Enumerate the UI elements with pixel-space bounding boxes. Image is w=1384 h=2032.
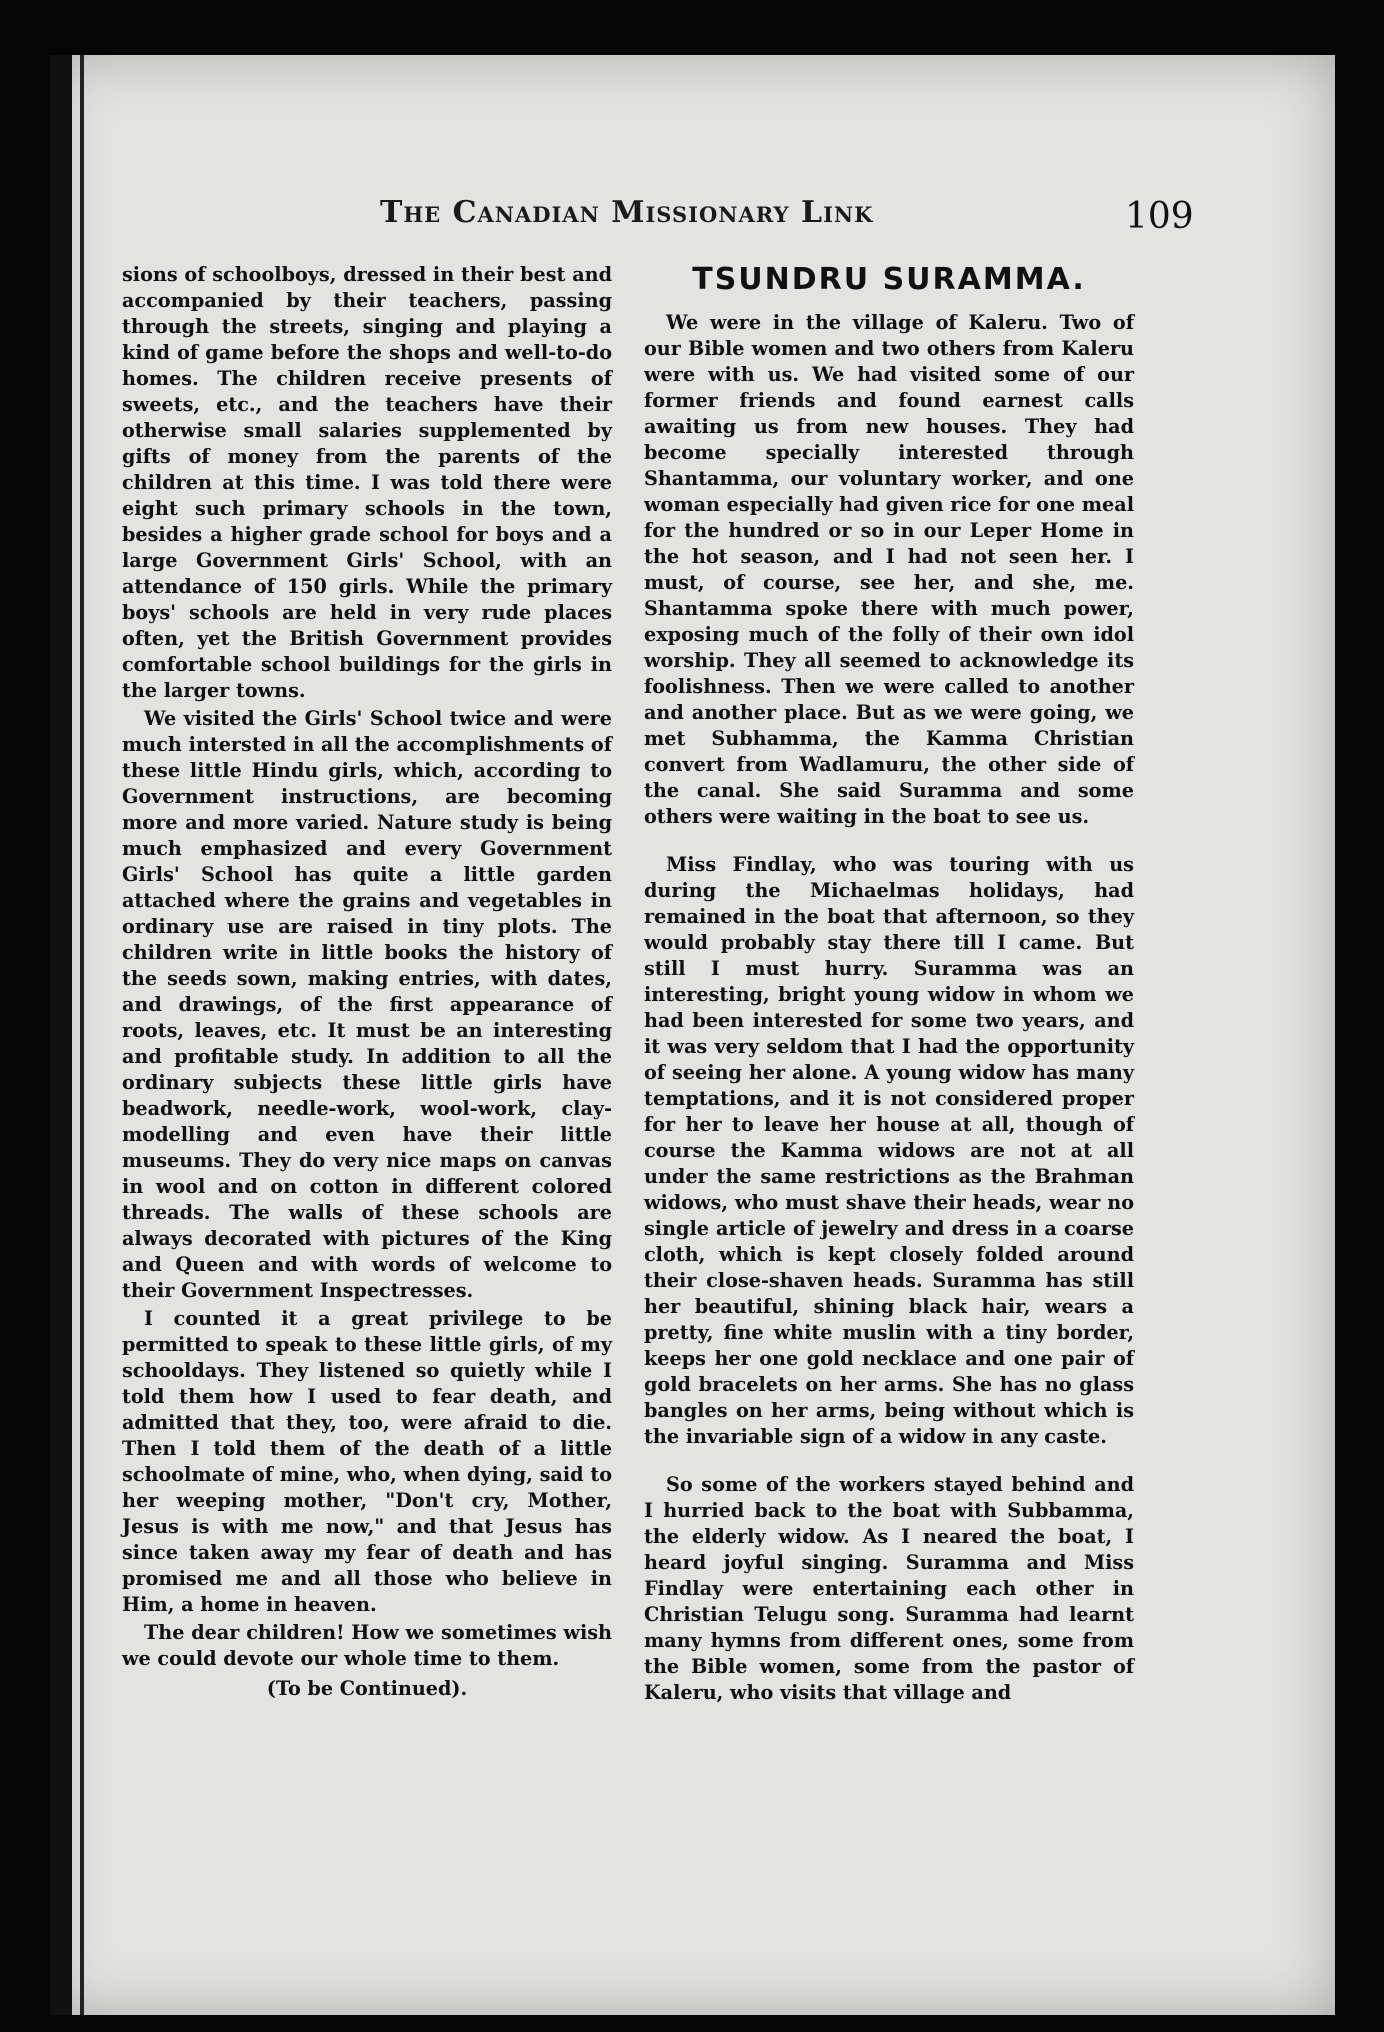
page-number: 109: [1125, 196, 1194, 237]
paragraph: We visited the Girls' School twice and were much intersted in all the accomplishments of these little Hindu girls, which, according to Government instructions, are becoming more and more varied. Nature study is being much emphasized and every Government Girls' School has quite a little garden attached where the grains and vegetables in ordinary use are raised in tiny plots. The children write in little books the history of the seeds sown, making entries, with dates, and drawings, of the first appearance of roots, leaves, etc. It must be an interesting and profitable study. In addition to all the ordinary subjects these little girls have beadwork, needle-work, wool-work, clay-modelling and even have their little museums. They do very nice maps on canvas in wool and on cotton in different colored threads. The walls of these schools are always decorated with pictures of the King and Queen and with words of welcome to their Government Inspectresses.: [122, 707, 612, 1302]
left-column: [122, 262, 612, 1704]
paragraph: So some of the workers stayed behind and I hurried back to the boat with Subbamma, the elderly widow. As I neared the boat, I heard joyful singing. Suramma and Miss Findlay were entertaining each other in Christian Telugu song. Suramma had learnt many hymns from different ones, some from the Bible women, some from the pastor of Kaleru, who visits that village and: [644, 1473, 1134, 1704]
article-heading: TSUNDRU SURAMMA.: [692, 262, 1086, 297]
paragraph: I counted it a great privilege to be permitted to speak to these little girls, of my schooldays. They listened so quietly while I told them how I used to fear death, and admitted that they, too, were afraid to die. Then I told them of the death of a little schoolmate of mine, who, when dying, said to her weeping mother, "Don't cry, Mother, Jesus is with me now," and that Jesus has since taken away my fear of death and has promised me and all those who believe in Him, a home in heaven.: [122, 1307, 612, 1616]
continued-note: (To be Continued).: [266, 1677, 468, 1700]
running-title: The Canadian Missionary Link: [380, 195, 874, 230]
paragraph: sions of schoolboys, dressed in their best and accompanied by their teachers, passing through the streets, singing and playing a kind of game before the shops and well-to-do homes. The children receive presents of sweets, etc., and the teachers have their otherwise small salaries supplemented by gifts of money from the parents of the children at this time. I was told there were eight such primary schools in the town, besides a higher grade school for boys and a large Government Girls' School, with an attendance of 150 girls. While the primary boys' schools are held in very rude places often, yet the British Government provides comfortable school buildings for the girls in the larger towns.: [122, 263, 612, 702]
paragraph: Miss Findlay, who was touring with us during the Michaelmas holidays, had remained in the boat that afternoon, so they would probably stay there till I came. But still I must hurry. Suramma was an interesting, bright young widow in whom we had been interested for some two years, and it was very seldom that I had the opportunity of seeing her alone. A young widow has many temptations, and it is not considered proper for her to leave her house at all, though of course the Kamma widows are not at all under the same restrictions as the Brahman widows, who must shave their heads, wear no single article of jewelry and dress in a coarse cloth, which is kept closely folded around their close-shaven heads. Suramma has still her beautiful, shining black hair, wears a pretty, fine white muslin with a tiny border, keeps her one gold necklace and one pair of gold bracelets on her arms. She has no glass bangles on her arms, being without which is the invariable sign of a widow in any caste.: [644, 853, 1134, 1448]
binding-edge: [50, 55, 72, 2015]
binding-line: [80, 55, 84, 2015]
paragraph: The dear children! How we sometimes wish we could devote our whole time to them.: [122, 1621, 612, 1670]
paragraph: We were in the village of Kaleru. Two of our Bible women and two others from Kaleru were with us. We had visited some of our former friends and found earnest calls awaiting us from new houses. They had become specially interested through Shantamma, our voluntary worker, and one woman especially had given rice for one meal for the hundred or so in our Leper Home in the hot season, and I had not seen her. I must, of course, see her, and she, me. Shantamma spoke there with much power, exposing much of the folly of their own idol worship. They all seemed to acknowledge its foolishness. Then we were called to another and another place. But as we were going, we met Subhamma, the Kamma Christian convert from Wadlamuru, the other side of the canal. She said Suramma and some others were waiting in the boat to see us.: [644, 311, 1134, 828]
right-column: [644, 262, 1134, 1708]
